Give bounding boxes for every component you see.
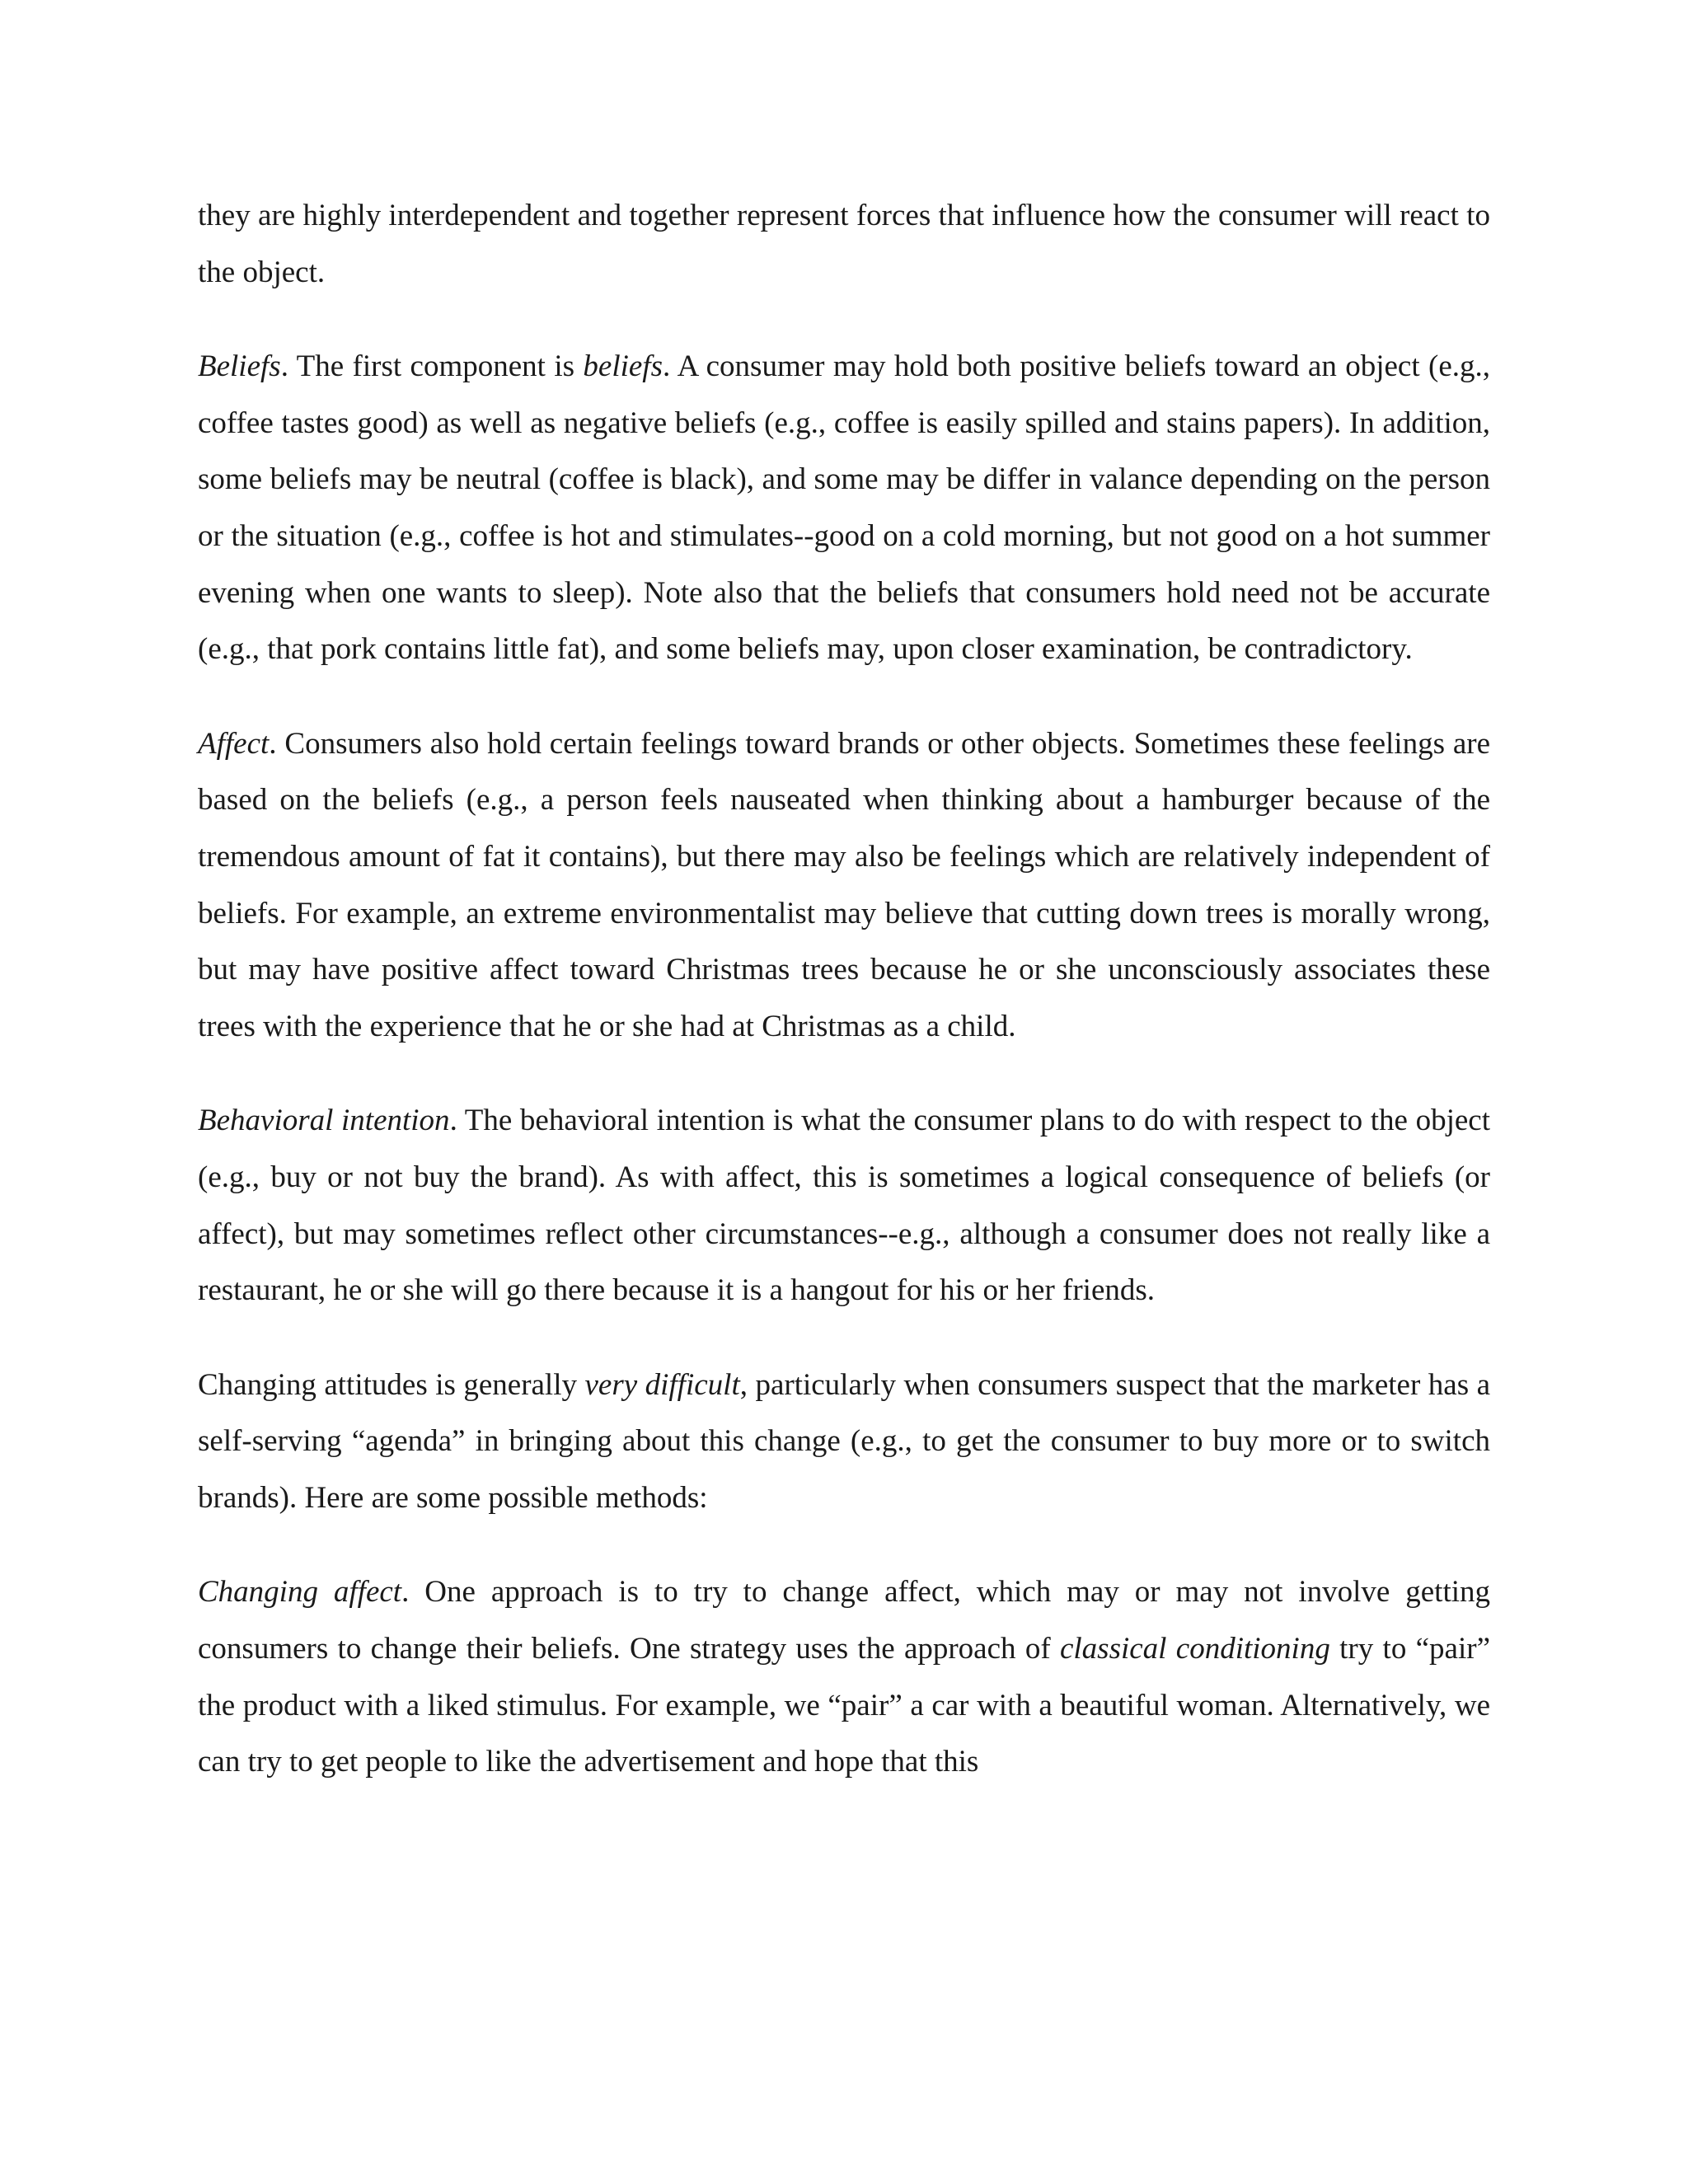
- paragraph-text: try to “pair” the product with a liked stimulus. For example, we “pair” a car with a beautiful woman. Alternatively, we can try to get people to like the advertisement and hope that this: [198, 1632, 1491, 1779]
- paragraph-changing-affect: [198, 1564, 1490, 1790]
- paragraph-heading: Behavioral intention: [198, 1104, 450, 1138]
- heading-separator: .: [269, 726, 285, 761]
- paragraph-changing-attitudes: [198, 1357, 1490, 1527]
- paragraph-heading: Affect: [198, 726, 270, 761]
- paragraph-text: One approach is to try to change affect, which may or may not involve getting consumers to change their beliefs. One strategy uses the approach of: [198, 1575, 1491, 1666]
- paragraph-continuation: [198, 188, 1490, 301]
- paragraph-heading: Changing affect: [198, 1575, 402, 1610]
- italic-term: classical conditioning: [1059, 1632, 1330, 1666]
- paragraph-text: they are highly interdependent and together represent forces that influence how the consumer will react to the object.: [198, 199, 1490, 289]
- paragraph-text: Consumers also hold certain feelings toward brands or other objects. Sometimes these feelings are based on the beliefs (e.g., a person feels nauseated when thinking about a hamburger because of the tremendous amount of fat it contains), but there may also be feelings which are relatively independent of beliefs. For example, an extreme environmentalist may believe that cutting down trees is morally wrong, but may have positive affect toward Christmas trees because he or she unconsciously associates these trees with the experience that he or she had at Christmas as a child.: [198, 726, 1490, 1043]
- heading-separator: .: [449, 1104, 465, 1138]
- document-body: [198, 188, 1490, 1829]
- paragraph-beliefs: [198, 339, 1490, 678]
- paragraph-text: , particularly when consumers suspect that the marketer has a self-serving “agenda” in bringing about this change (e.g., to get the consumer to buy more or to switch brands). Here are some possible methods:: [198, 1367, 1490, 1515]
- paragraph-text: The behavioral intention is what the consumer plans to do with respect to the object (e.g., buy or not buy the brand). As with affect, this is sometimes a logical consequence of beliefs (or affect), but may sometimes reflect other circumstances--e.g., although a consumer does not really like a restaurant, he or she will go there because it is a hangout for his or her friends.: [198, 1104, 1490, 1308]
- italic-term: very difficult: [584, 1367, 740, 1402]
- paragraph-text: Changing attitudes is generally: [198, 1367, 585, 1402]
- paragraph-heading: Beliefs: [198, 349, 281, 384]
- heading-separator: .: [401, 1575, 425, 1610]
- heading-separator: .: [280, 349, 297, 384]
- paragraph-text: The first component is: [296, 349, 584, 384]
- paragraph-behavioral-intention: [198, 1093, 1490, 1319]
- italic-term: beliefs: [583, 349, 663, 384]
- paragraph-affect: [198, 716, 1490, 1056]
- paragraph-text: . A consumer may hold both positive beliefs toward an object (e.g., coffee tastes good) as well as negative beliefs (e.g., coffee is easily spilled and stains papers). In addition, some beliefs may be neutral (coffee is black), and some may be differ in valance depending on the person or the situation (e.g., coffee is hot and stimulates--good on a cold morning, but not good on a hot summer evening when one wants to sleep). Note also that the beliefs that consumers hold need not be accurate (e.g., that pork contains little fat), and some beliefs may, upon closer examination, be contradictory.: [198, 349, 1490, 667]
